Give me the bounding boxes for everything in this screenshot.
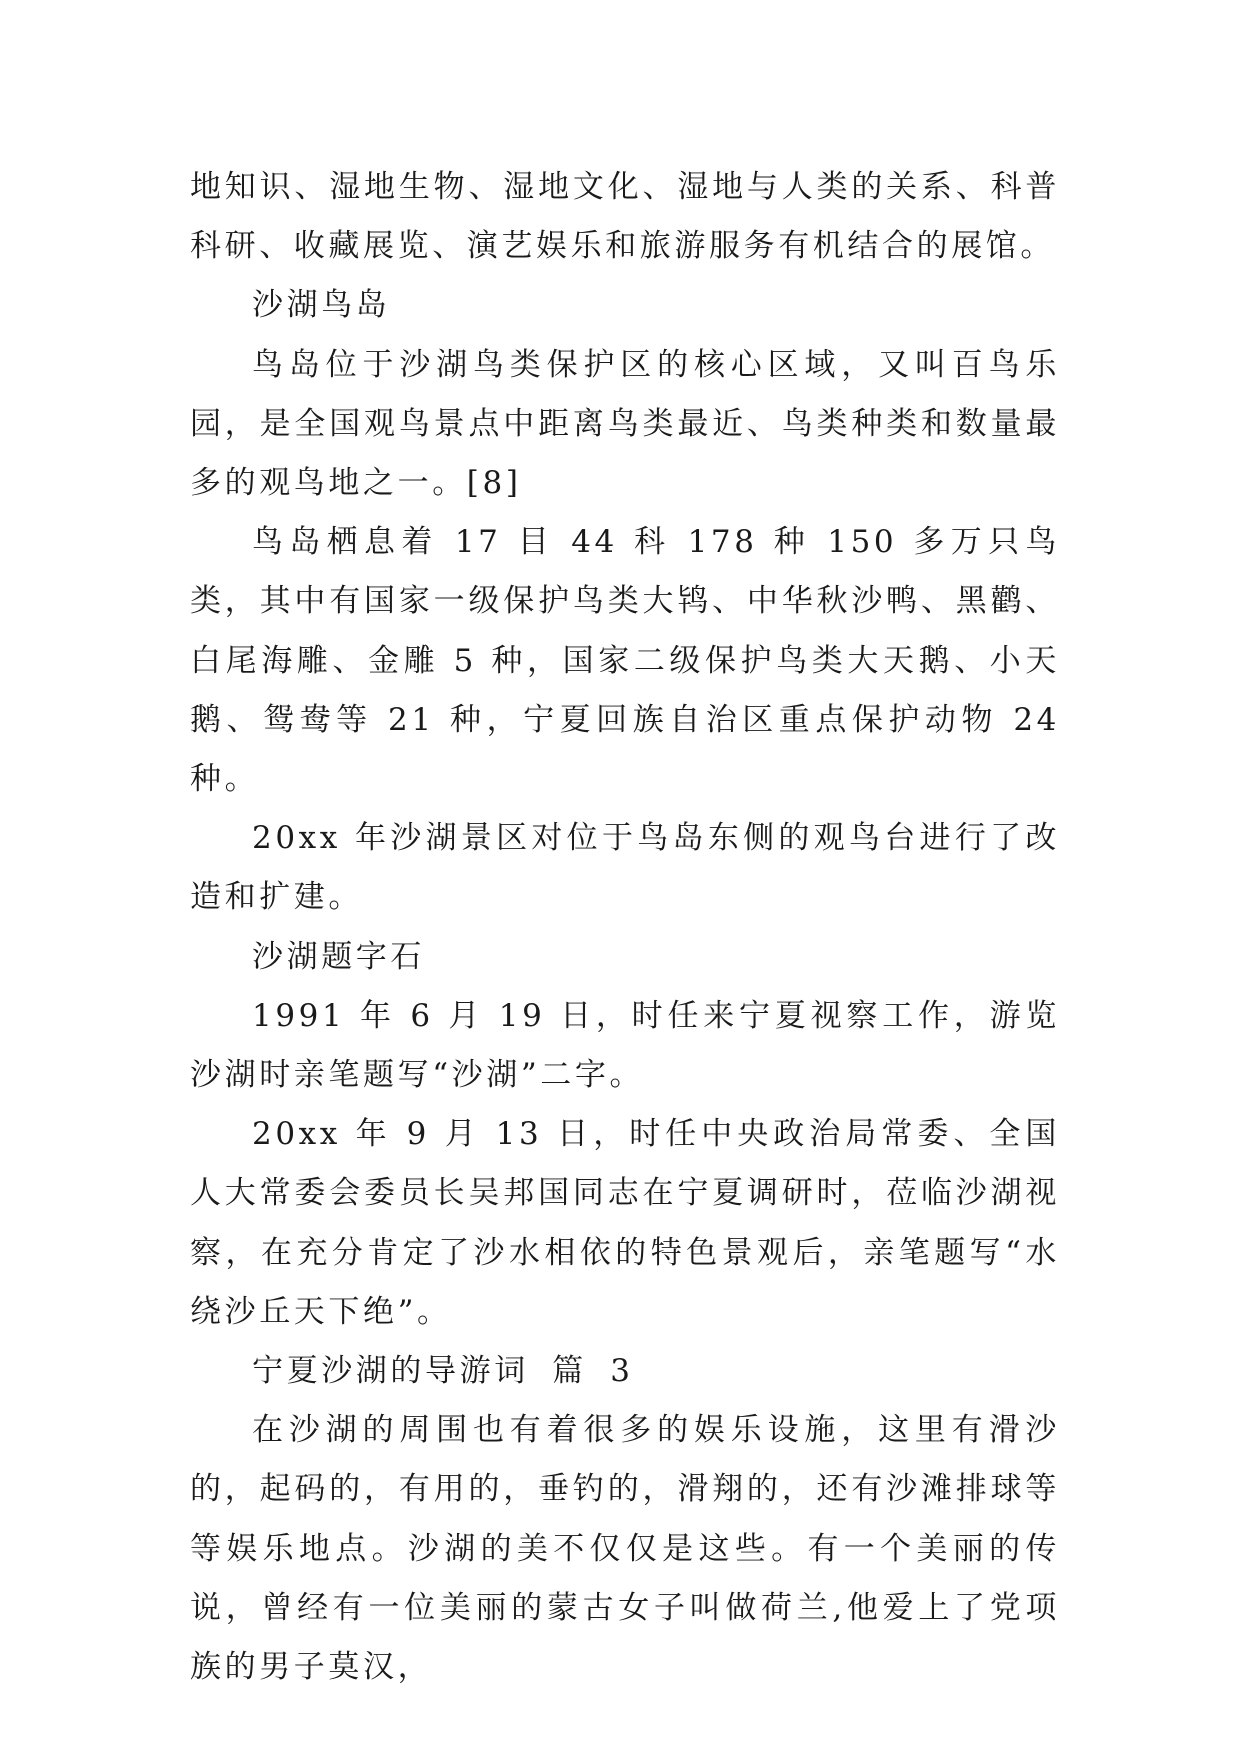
paragraph-entertainment: 在沙湖的周围也有着很多的娱乐设施，这里有滑沙的，起码的，有用的，垂钓的，滑翔的，还有沙滩排球等等娱乐地点。沙湖的美不仅仅是这些。有一个美丽的传说，曾经有一位美丽的蒙古女子叫做荷兰,他爱上了党项族的男子莫汉， xyxy=(190,1412,1060,1686)
paragraph-bird-island-intro: 鸟岛位于沙湖鸟类保护区的核心区域，又叫百鸟乐园，是全国观鸟景点中距离鸟类最近、鸟类种类和数量最多的观鸟地之一。[8] xyxy=(190,346,1060,502)
document-body xyxy=(190,158,1060,1697)
paragraph-bird-species: 鸟岛栖息着 17 目 44 科 178 种 150 多万只鸟类，其中有国家一级保护鸟类大鸨、中华秋沙鸭、黑鹳、白尾海雕、金雕 5 种，国家二级保护鸟类大天鹅、小天鹅、鸳鸯等 21 种，宁夏回族自治区重点保护动物 24 种。 xyxy=(190,524,1060,798)
paragraph-wetland-museum: 地知识、湿地生物、湿地文化、湿地与人类的关系、科普科研、收藏展览、演艺娱乐和旅游服务有机结合的展馆。 xyxy=(190,169,1060,265)
section-heading-bird-island: 沙湖鸟岛 xyxy=(252,287,391,324)
paragraph-inscription-1991: 1991 年 6 月 19 日，时任来宁夏视察工作，游览沙湖时亲笔题写“沙湖”二字。 xyxy=(190,997,1060,1094)
paragraph-inscription-wu: 20xx 年 9 月 13 日，时任中央政治局常委、全国人大常委会委员长吴邦国同志在宁夏调研时，莅临沙湖视察，在充分肯定了沙水相依的特色景观后，亲笔题写“水绕沙丘天下绝”。 xyxy=(190,1116,1060,1330)
section-heading-part-3: 宁夏沙湖的导游词 篇 3 xyxy=(252,1353,634,1390)
section-heading-inscription-stone: 沙湖题字石 xyxy=(252,938,425,975)
paragraph-observation-deck: 20xx 年沙湖景区对位于鸟岛东侧的观鸟台进行了改造和扩建。 xyxy=(190,820,1060,916)
